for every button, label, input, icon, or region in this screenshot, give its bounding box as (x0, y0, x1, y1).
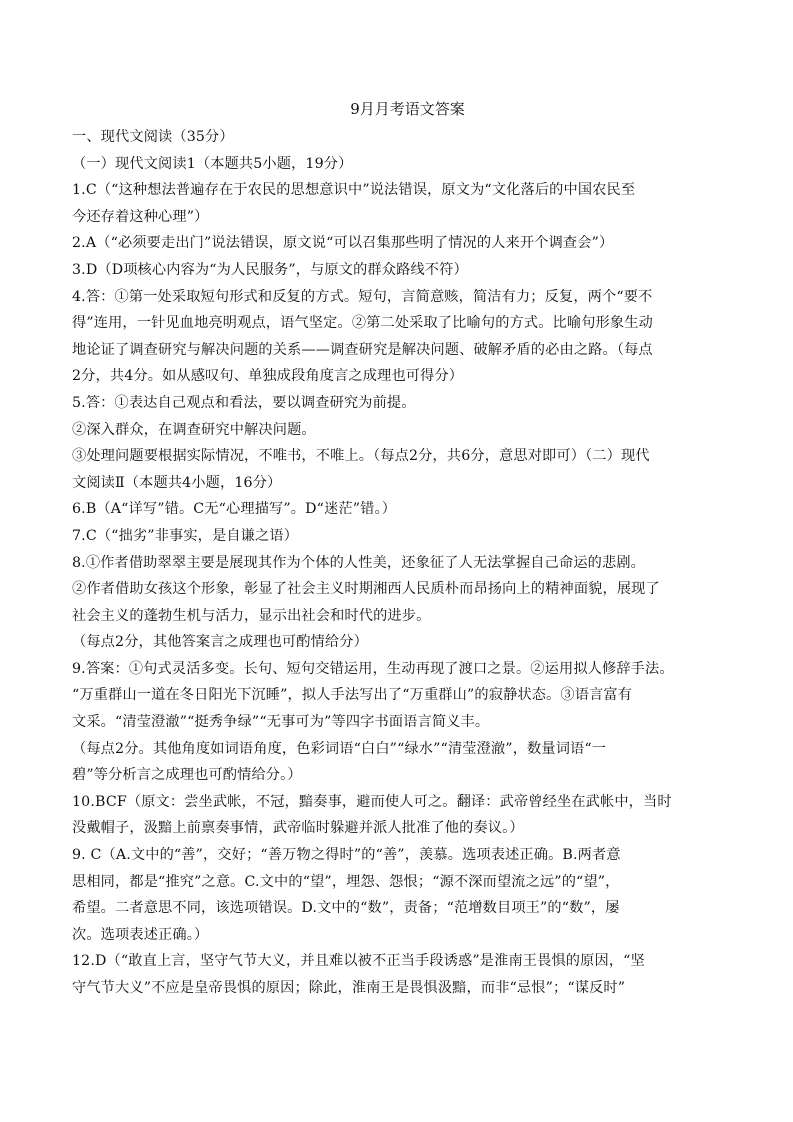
answer-line: 没戴帽子，汲黯上前禀奏事情，武帝临时躲避并派人批准了他的奏议。） (72, 820, 524, 837)
answer-line: 社会主义的蓬勃生机与活力，显示出社会和时代的进步。 (72, 607, 431, 624)
answer-line: “万重群山一道在冬日阳光下沉睡”，拟人手法写出了“万重群山”的寂静状态。③语言富有 (72, 687, 633, 704)
answer-line: 次。选项表述正确。） (72, 926, 209, 943)
answer-line: 6.B（A“详写”错。C无“心理描写”。D“迷茫”错。） (72, 501, 397, 518)
answer-line: 希望。二者意思不同，该选项错误。D.文中的“数”，责备；“范增数目项王”的“数”，屡 (72, 900, 620, 917)
answer-line: 1.C（“这种想法普遍存在于农民的思想意识中”说法错误，原文为“文化落后的中国农民至 (72, 182, 636, 199)
answer-line: 9. C（A.文中的“善”，交好；“善万物之得时”的“善”，羡慕。选项表述正确。B.两者意 (72, 847, 621, 864)
subsection-heading: （一）现代文阅读1（本题共5小题，19分） (72, 155, 353, 172)
answer-line: 地论证了调查研究与解决问题的关系——调查研究是解决问题、破解矛盾的必由之路。（每点 (72, 341, 653, 358)
answer-line: 7.C（“拙劣”非事实，是自谦之语） (72, 527, 299, 544)
answer-line: 4.答：①第一处采取短句形式和反复的方式。短句，言简意赅，简洁有力；反复，两个“要不 (72, 288, 653, 305)
answer-body (72, 124, 733, 1002)
answer-line: 5.答：①表达自己观点和看法，要以调查研究为前提。 (72, 394, 416, 411)
answer-line: 3.D（D项核心内容为“为人民服务”，与原文的群众路线不符） (72, 261, 468, 278)
answer-line: 得”连用，一针见血地亮明观点，语气坚定。②第二处采取了比喻句的方式。比喻句形象生动 (72, 315, 653, 332)
answer-line: 思相同，都是“推究”之意。C.文中的“望”，埋怨、怨恨；“源不深而望流之远”的“望”， (72, 873, 620, 890)
answer-line: （每点2分。其他角度如词语角度，色彩词语“白白”“绿水”“清莹澄澈”，数量词语“一 (72, 740, 607, 757)
subsection-heading: 文阅读Ⅱ（本题共4小题，16分） (72, 474, 282, 491)
answer-line: 12.D（“敢直上言，坚守气节大义，并且难以被不正当手段诱惑”是淮南王畏惧的原因，“坚 (72, 953, 645, 970)
answer-line: ②深入群众，在调查研究中解决问题。 (72, 421, 316, 438)
answer-line: 8.①作者借助翠翠主要是展现其作为个体的人性美，还象征了人无法掌握自己命运的悲剧。 (72, 554, 646, 571)
answer-line: 碧”等分析言之成理也可酌情给分。） (72, 767, 302, 784)
answer-line: 文采。“清莹澄澈”“挺秀争绿”“无事可为”等四字书面语言简义丰。 (72, 714, 490, 731)
answer-line: 今还存着这种心理”） (72, 208, 209, 225)
answer-line: 守气节大义”不应是皇帝畏惧的原因；除此，淮南王是畏惧汲黯，而非“忌恨”；“谋反时” (72, 980, 626, 996)
answer-line: 2.A（“必须要走出门”说法错误，原文说“可以召集那些明了情况的人来开个调查会”） (72, 235, 614, 252)
answer-line: ②作者借助女孩这个形象，彰显了社会主义时期湘西人民质朴而昂扬向上的精神面貌，展现了 (72, 581, 660, 598)
section-heading: 一、现代文阅读（35分） (72, 129, 234, 145)
answer-line: 10.BCF（原文：尝坐武帐，不冠，黯奏事，避而使人可之。翻译：武帝曾经坐在武帐中，当时 (72, 793, 672, 810)
page-title: 9月月考语文答案 (350, 100, 465, 118)
answer-line: 9.答案：①句式灵活多变。长句、短句交错运用，生动再现了渡口之景。②运用拟人修辞手法。 (72, 660, 674, 677)
answer-line: ③处理问题要根据实际情况，不唯书，不唯上。（每点2分，共6分，意思对即可）（二）现代 (72, 448, 650, 465)
answer-line: 2分，共4分。如从感叹句、单独成段角度言之成理也可得分） (72, 368, 464, 385)
answer-line: （每点2分，其他答案言之成理也可酌情给分） (72, 634, 368, 651)
